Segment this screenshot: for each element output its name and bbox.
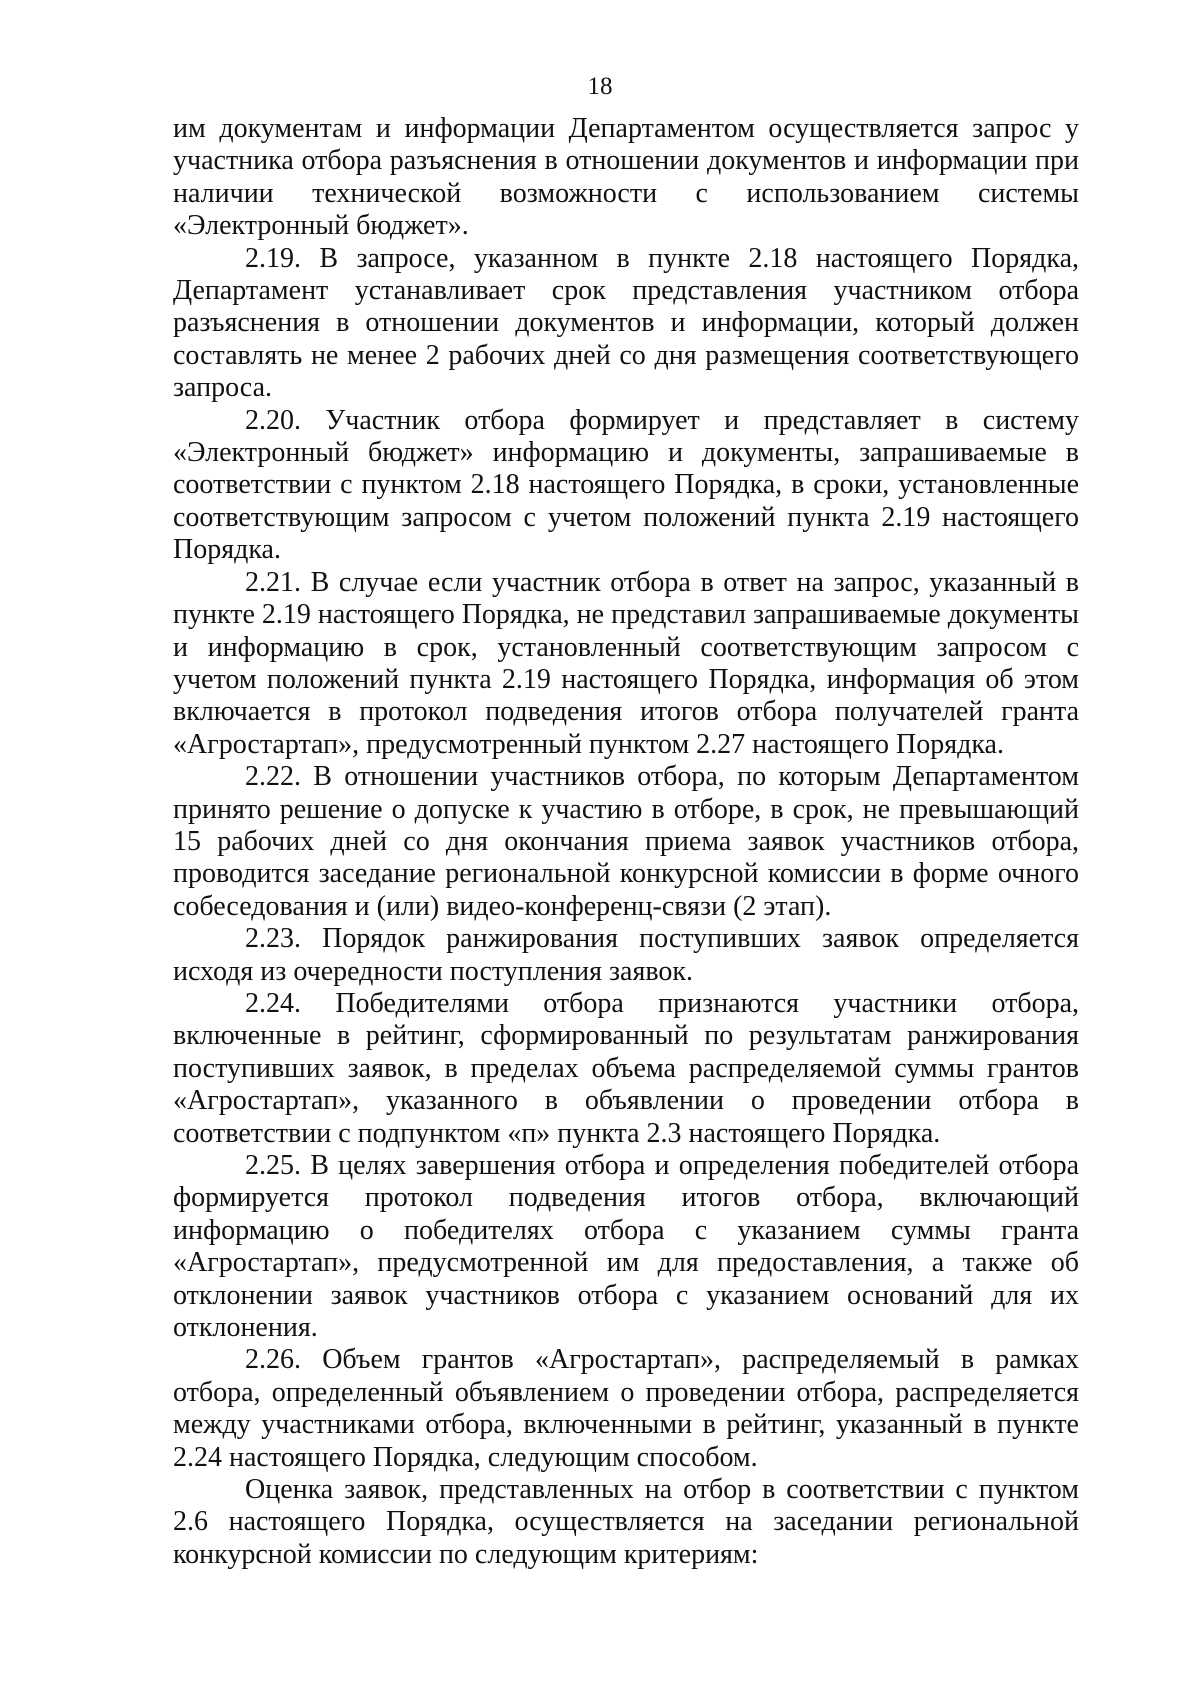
paragraph-2-21: 2.21. В случае если участник отбора в ответ на запрос, указанный в пункте 2.19 настоящего Порядка, не представил запрашиваемые документы и информацию в срок, установленный соответствующим запросом с учетом положений пункта 2.19 настоящего Порядка, информация об этом включается в протокол подведения итогов отбора получателей гранта «Агростартап», предусмотренный пунктом 2.27 настоящего Порядка. (173, 566, 1079, 760)
paragraph-2-23: 2.23. Порядок ранжирования поступивших заявок определяется исходя из очередности поступления заявок. (173, 923, 1079, 987)
paragraph-2-26: 2.26. Объем грантов «Агростартап», распределяемый в рамках отбора, определенный объявлением о проведении отбора, распределяется между участниками отбора, включенными в рейтинг, указанный в пункте 2.24 настоящего Порядка, следующим способом. (173, 1344, 1079, 1473)
paragraph-2-24: 2.24. Победителями отбора признаются участники отбора, включенные в рейтинг, сформированный по результатам ранжирования поступивших заявок, в пределах объема распределяемой суммы грантов «Агростартап», указанного в объявлении о проведении отбора в соответствии с подпунктом «п» пункта 2.3 настоящего Порядка. (173, 987, 1079, 1149)
paragraph-2-19: 2.19. В запросе, указанном в пункте 2.18 настоящего Порядка, Департамент устанавливает срок представления участником отбора разъяснения в отношении документов и информации, который должен составлять не менее 2 рабочих дней со дня размещения соответствующего запроса. (173, 242, 1079, 404)
paragraph-2-20: 2.20. Участник отбора формирует и представляет в систему «Электронный бюджет» информацию и документы, запрашиваемые в соответствии с пунктом 2.18 настоящего Порядка, в сроки, установленные соответствующим запросом с учетом положений пункта 2.19 настоящего Порядка. (173, 404, 1079, 566)
document-body (173, 113, 1079, 1571)
paragraph-evaluation-criteria: Оценка заявок, представленных на отбор в соответствии с пунктом 2.6 настоящего Порядка, осуществляется на заседании региональной конкурсной комиссии по следующим критериям: (173, 1474, 1079, 1570)
paragraph-2-25: 2.25. В целях завершения отбора и определения победителей отбора формируется протокол подведения итогов отбора, включающий информацию о победителях отбора с указанием суммы гранта «Агростартап», предусмотренной им для предоставления, а также об отклонении заявок участников отбора с указанием оснований для их отклонения. (173, 1150, 1079, 1344)
paragraph-2-22: 2.22. В отношении участников отбора, по которым Департаментом принято решение о допуске к участию в отборе, в срок, не превышающий 15 рабочих дней со дня окончания приема заявок участников отбора, проводится заседание региональной конкурсной комиссии в форме очного собеседования и (или) видео-конференц-связи (2 этап). (173, 761, 1079, 922)
paragraph-continuation: им документам и информации Департаментом осуществляется запрос у участника отбора разъяснения в отношении документов и информации при наличии технической возможности с использованием системы «Электронный бюджет». (173, 113, 1079, 242)
page-number: 18 (587, 73, 613, 100)
